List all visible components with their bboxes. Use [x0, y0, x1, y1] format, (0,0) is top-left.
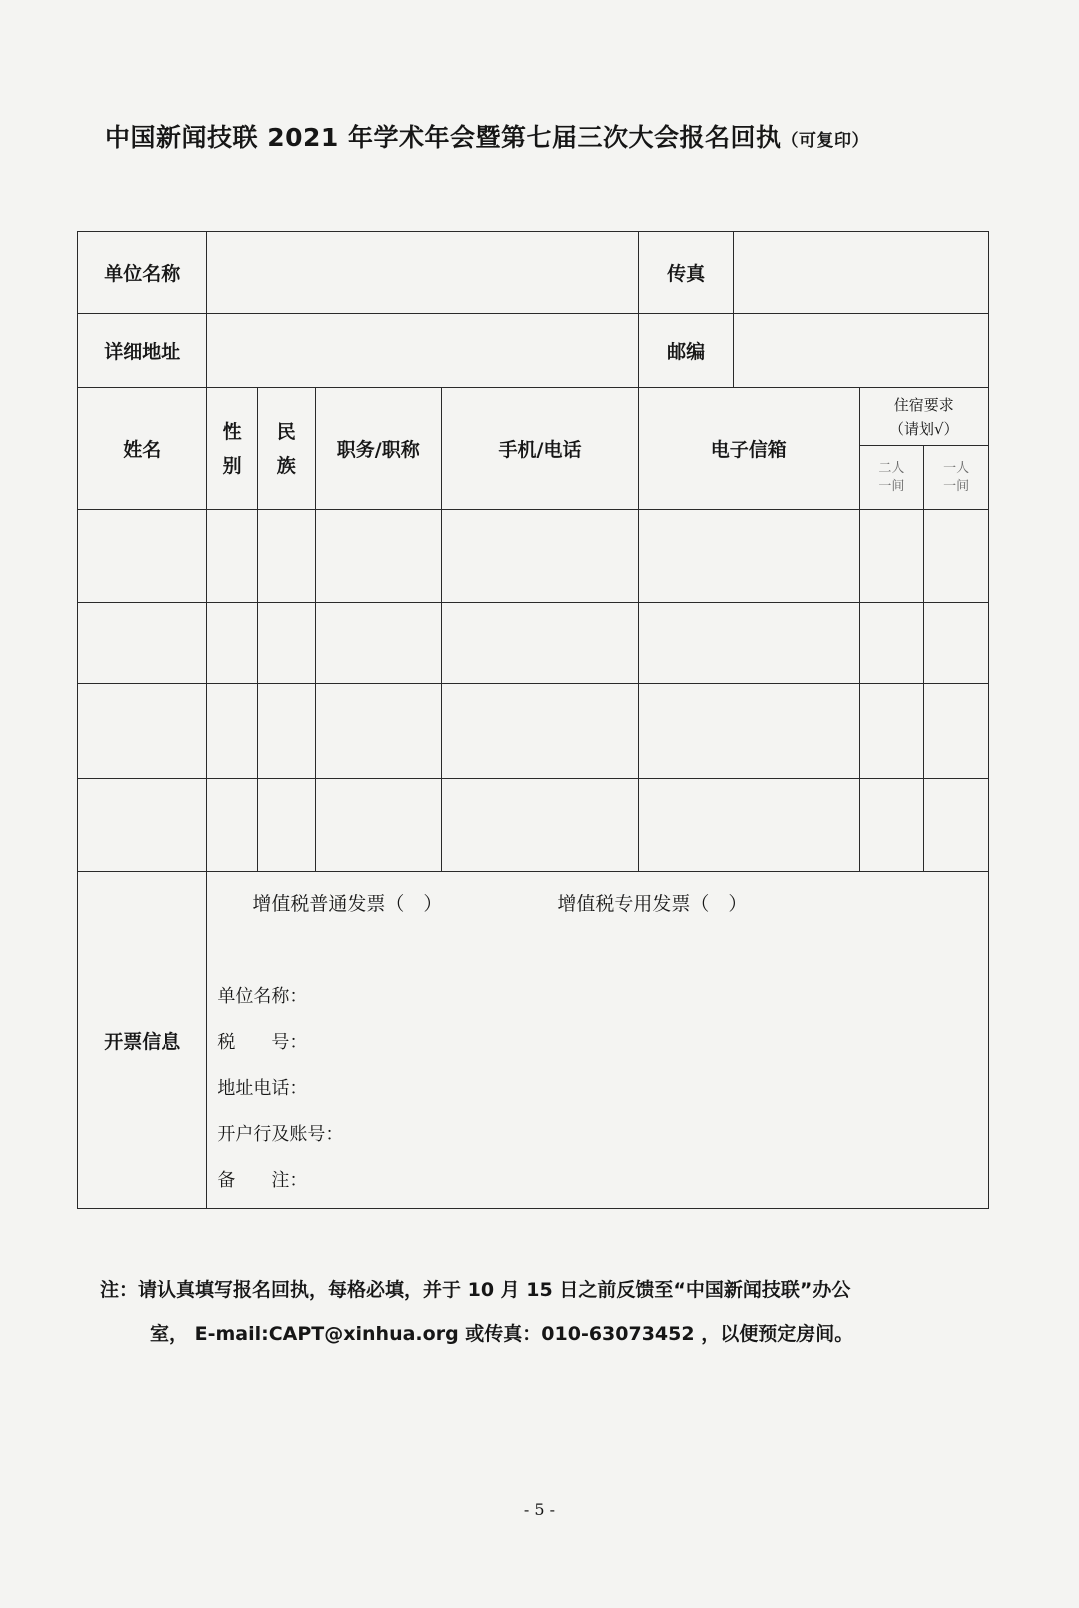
address-field[interactable] [207, 314, 639, 388]
cell-gender[interactable] [207, 510, 258, 603]
cell-ethnicity[interactable] [257, 603, 315, 684]
invoice-type-special[interactable]: 增值税专用发票（ ） [557, 893, 748, 915]
cell-email[interactable] [639, 684, 859, 779]
invoice-type-general[interactable]: 增值税普通发票（ ） [252, 893, 443, 915]
cell-lodging-double[interactable] [859, 603, 924, 684]
fax-label: 传真 [639, 232, 734, 314]
col-ethnicity-char-1: 民 [276, 420, 296, 443]
table-row [78, 603, 989, 684]
cell-ethnicity[interactable] [257, 684, 315, 779]
cell-email[interactable] [639, 510, 859, 603]
col-gender-char-2: 别 [222, 454, 242, 477]
lodging-option-single [924, 446, 989, 510]
fax-field[interactable] [734, 232, 989, 314]
cell-lodging-single[interactable] [924, 684, 989, 779]
col-name: 姓名 [78, 388, 207, 510]
cell-gender[interactable] [207, 684, 258, 779]
lodging-option-double [859, 446, 924, 510]
invoice-tax-number-field[interactable]: 税 号： [217, 1032, 308, 1053]
page-title [105, 118, 1005, 154]
col-ethnicity-char-2: 族 [276, 454, 296, 477]
cell-gender[interactable] [207, 779, 258, 872]
invoice-remarks-field[interactable]: 备 注： [217, 1170, 308, 1191]
unit-name-field[interactable] [207, 232, 639, 314]
cell-name[interactable] [78, 779, 207, 872]
invoice-details [207, 872, 989, 1209]
cell-name[interactable] [78, 603, 207, 684]
cell-lodging-single[interactable] [924, 603, 989, 684]
cell-lodging-single[interactable] [924, 510, 989, 603]
lodging-instruction: （请划√） [888, 419, 959, 438]
invoice-unit-name-field[interactable]: 单位名称： [217, 986, 308, 1007]
cell-position[interactable] [315, 603, 441, 684]
col-email: 电子信箱 [639, 388, 859, 510]
cell-position[interactable] [315, 684, 441, 779]
cell-phone[interactable] [441, 510, 638, 603]
col-position: 职务/职称 [315, 388, 441, 510]
title-note: （可复印） [781, 131, 869, 151]
footer-note-line2: 室， E-mail:CAPT@xinhua.org 或传真：010-63073452 ，以便预定房间。 [150, 1323, 854, 1345]
header-row [78, 388, 989, 446]
lodging-option-double-line1: 二人 [878, 460, 905, 476]
registration-form [77, 231, 989, 1209]
cell-ethnicity[interactable] [257, 510, 315, 603]
cell-ethnicity[interactable] [257, 779, 315, 872]
invoice-bank-account-field[interactable]: 开户行及账号： [217, 1124, 344, 1145]
cell-email[interactable] [639, 779, 859, 872]
cell-lodging-single[interactable] [924, 779, 989, 872]
cell-email[interactable] [639, 603, 859, 684]
postcode-label: 邮编 [639, 314, 734, 388]
cell-lodging-double[interactable] [859, 779, 924, 872]
unit-row [78, 232, 989, 314]
cell-phone[interactable] [441, 684, 638, 779]
cell-lodging-double[interactable] [859, 510, 924, 603]
address-row [78, 314, 989, 388]
cell-gender[interactable] [207, 603, 258, 684]
cell-phone[interactable] [441, 779, 638, 872]
footer-note-line1: 注：请认真填写报名回执，每格必填，并于 10 月 15 日之前反馈至“中国新闻技联”办公 [100, 1279, 851, 1301]
postcode-field[interactable] [734, 314, 989, 388]
col-ethnicity [257, 388, 315, 510]
footer-note [100, 1268, 980, 1356]
address-label: 详细地址 [78, 314, 207, 388]
table-row [78, 510, 989, 603]
invoice-fields [217, 982, 343, 1212]
col-phone: 手机/电话 [441, 388, 638, 510]
lodging-option-double-line2: 一间 [878, 478, 905, 494]
table-row [78, 779, 989, 872]
cell-position[interactable] [315, 779, 441, 872]
cell-position[interactable] [315, 510, 441, 603]
unit-name-label: 单位名称 [78, 232, 207, 314]
cell-lodging-double[interactable] [859, 684, 924, 779]
page-number: - 5 - [523, 1500, 556, 1519]
title-main: 中国新闻技联 2021 年学术年会暨第七届三次大会报名回执 [105, 123, 782, 152]
cell-phone[interactable] [441, 603, 638, 684]
col-lodging [859, 388, 989, 446]
col-gender-char-1: 性 [222, 420, 242, 443]
cell-name[interactable] [78, 510, 207, 603]
lodging-option-single-line2: 一间 [943, 478, 970, 494]
lodging-title: 住宿要求 [893, 395, 954, 414]
invoice-address-phone-field[interactable]: 地址电话： [217, 1078, 308, 1099]
col-gender [207, 388, 258, 510]
table-row [78, 684, 989, 779]
lodging-option-single-line1: 一人 [943, 460, 970, 476]
cell-name[interactable] [78, 684, 207, 779]
invoice-row [78, 872, 989, 1209]
invoice-label: 开票信息 [78, 872, 207, 1209]
